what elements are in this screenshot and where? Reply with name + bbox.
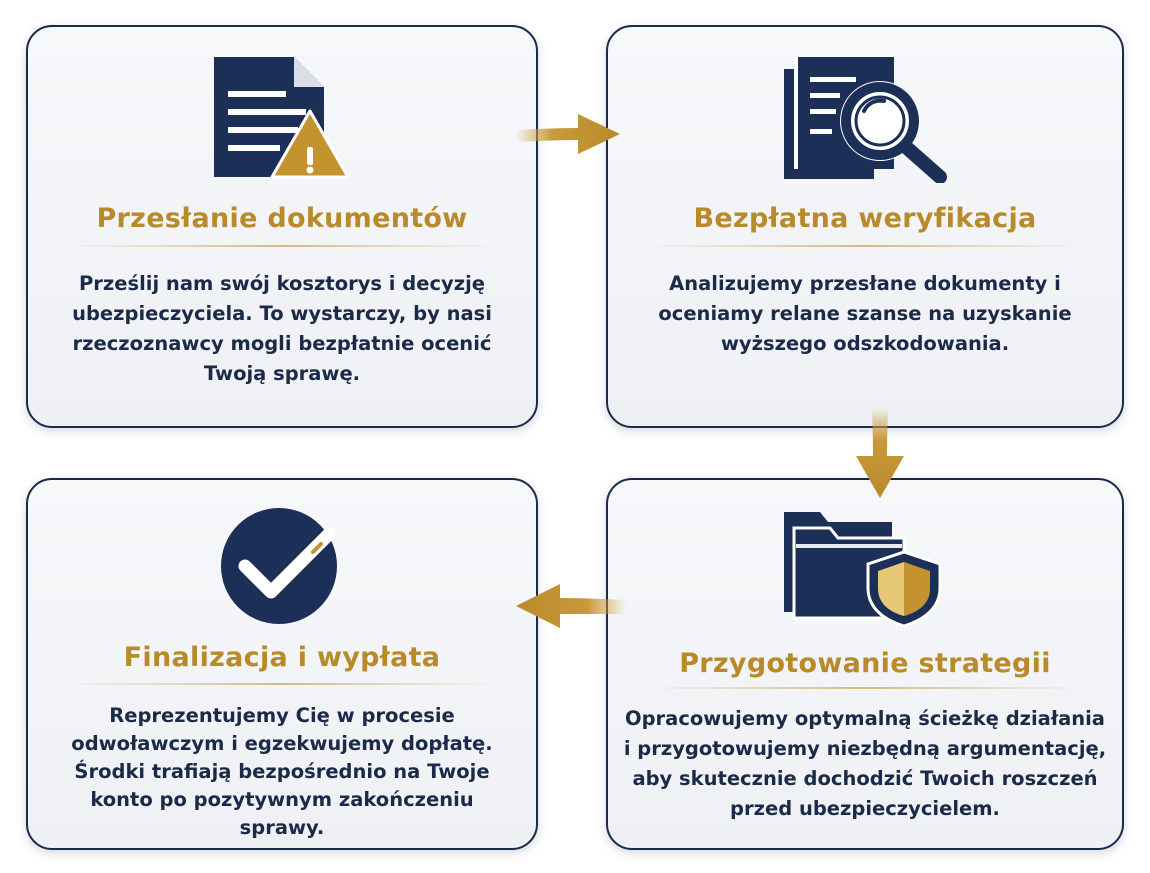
arrow-down-icon xyxy=(850,408,910,500)
arrow-right-icon xyxy=(516,108,624,160)
step-2-title: Bezpłatna weryfikacja xyxy=(693,203,1037,234)
step-2-divider xyxy=(649,245,1081,247)
checkmark-circle-icon xyxy=(217,504,347,624)
step-2-description: Analizujemy przesłane dokumenty i oceniamy relane szanse na uzyskanie wyższego odszkodowania. xyxy=(658,272,1072,355)
document-warning-icon xyxy=(212,55,352,180)
step-4-description: Reprezentujemy Cię w procesie odwoławczym i egzekwujemy dopłatę. Środki trafiają bezpośrednio na Twoje konto po pozytywnym zakończeniu sprawy. xyxy=(71,704,493,839)
step-3-title: Przygotowanie strategii xyxy=(679,648,1051,679)
document-magnifier-icon xyxy=(780,53,950,183)
arrow-left-icon xyxy=(514,580,626,632)
step-3-divider xyxy=(649,687,1081,689)
step-1-title: Przesłanie dokumentów xyxy=(96,203,468,234)
step-3-description: Opracowujemy optymalną ścieżkę działania i przygotowujemy niezbędną argumentację, aby skutecznie dochodzić Twoich roszczeń przed ubezpieczycielem. xyxy=(623,707,1107,820)
folder-shield-icon xyxy=(780,502,950,627)
step-1-description: Prześlij nam swój kosztorys i decyzję ubezpieczyciela. To wystarczy, by nasi rzeczoznawcy mogli bezpłatnie ocenić Twoją sprawę. xyxy=(72,272,492,385)
step-4-title: Finalizacja i wypłata xyxy=(123,642,441,673)
step-card-1 xyxy=(26,25,538,428)
step-card-2 xyxy=(606,25,1124,428)
step-4-divider xyxy=(69,683,496,685)
step-card-4 xyxy=(26,478,538,850)
step-card-3 xyxy=(606,478,1124,850)
step-1-divider xyxy=(69,245,496,247)
